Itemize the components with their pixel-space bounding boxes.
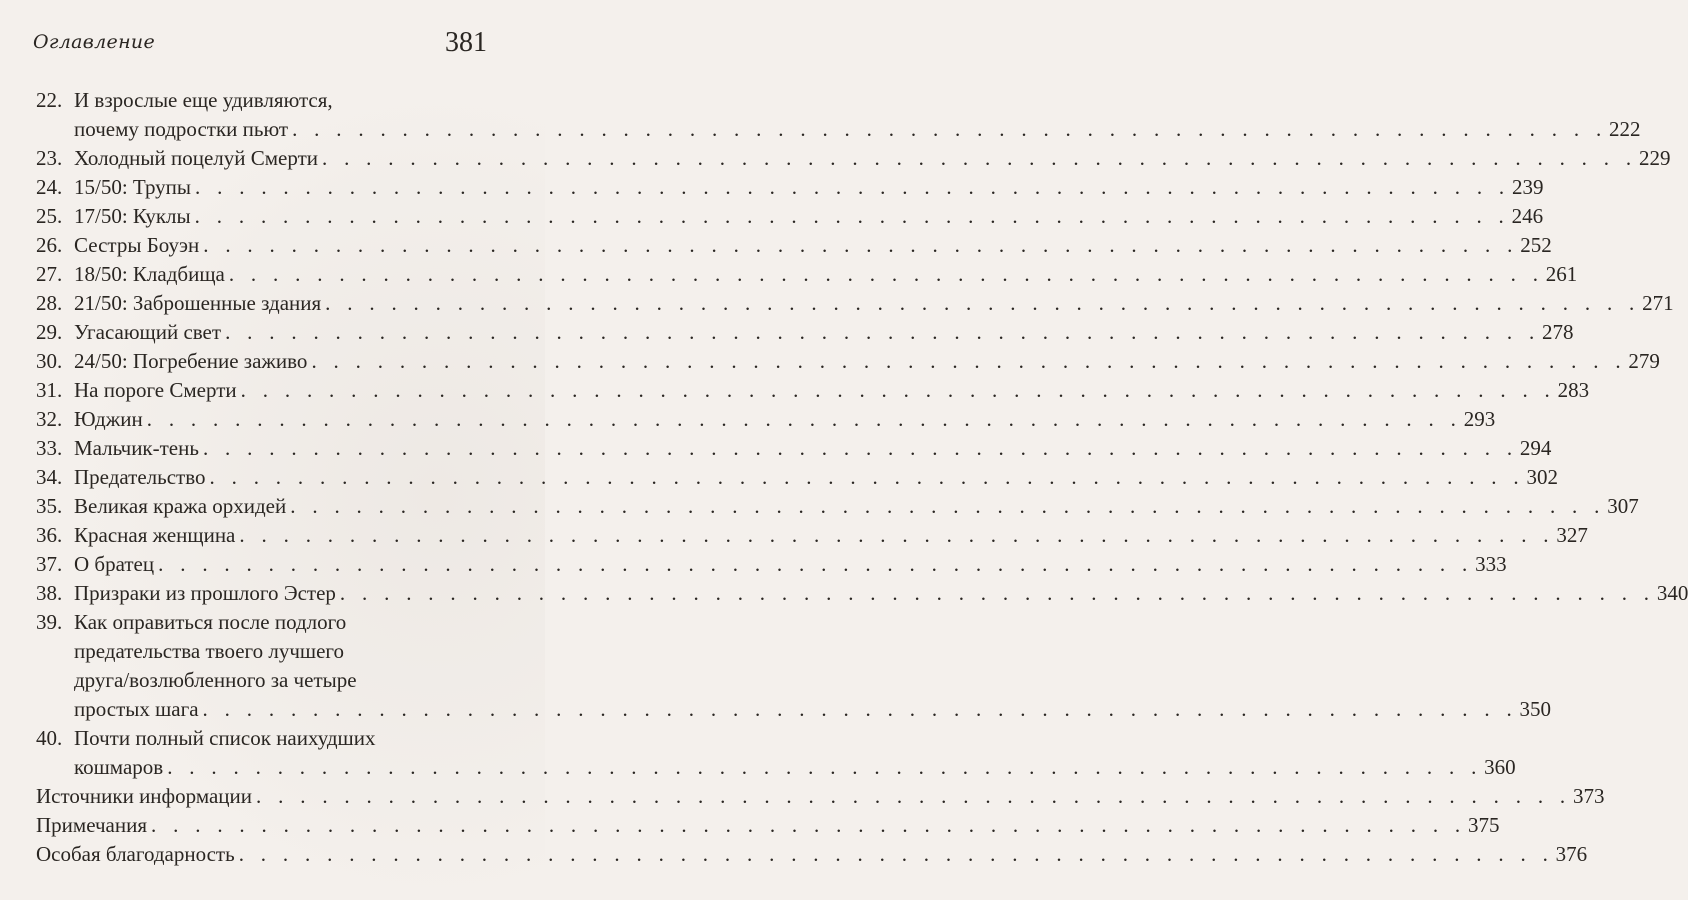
toc-line <box>36 347 1660 376</box>
toc-entry-title: Предательство <box>74 465 206 489</box>
toc-line <box>36 318 1574 347</box>
dot-leader: . . . . . . . . . . . . . . . . . . . . . . . . . . . . . . . . . . . . . . . . . . . . . . . . . . . . . . . . . . . . <box>321 146 1637 170</box>
toc-line <box>36 405 1496 434</box>
toc-page-number: 279 <box>1628 349 1660 373</box>
toc-entry-title: Красная женщина <box>74 523 236 547</box>
toc-entry-title: почему подростки пьют <box>74 117 289 141</box>
dot-leader: . . . . . . . . . . . . . . . . . . . . . . . . . . . . . . . . . . . . . . . . . . . . . . . . . . . . . . . . . . . . <box>194 204 1510 228</box>
toc-entry-title: друга/возлюбленного за четыре <box>74 668 357 692</box>
toc-entry-number: 39. <box>36 610 63 634</box>
toc-entry-title: простых шага <box>74 697 199 721</box>
dot-leader: . . . . . . . . . . . . . . . . . . . . . . . . . . . . . . . . . . . . . . . . . . . . . . . . . . . . . . . . . . . . <box>202 436 1518 460</box>
toc-entry-title: Сестры Боуэн <box>74 233 200 257</box>
toc-page-number: 246 <box>1511 204 1544 228</box>
dot-leader: . . . . . . . . . . . . . . . . . . . . . . . . . . . . . . . . . . . . . . . . . . . . . . . . . . . . . . . . . . . . <box>325 291 1641 315</box>
toc-line <box>36 289 1674 318</box>
page-number: 381 <box>445 27 487 58</box>
toc-line <box>36 463 1558 492</box>
dot-leader: . . . . . . . . . . . . . . . . . . . . . . . . . . . . . . . . . . . . . . . . . . . . . . . . . . . . . . . . . . . . <box>339 581 1655 605</box>
toc-page-number: 229 <box>1638 146 1671 170</box>
toc-entry <box>36 202 1544 231</box>
toc-page-number: 302 <box>1526 465 1558 489</box>
toc-entry-title: 18/50: Кладбища <box>74 262 225 286</box>
toc-entry-number: 27. <box>36 262 63 286</box>
toc-entry-title: Как оправиться после подлого <box>74 610 347 634</box>
toc-entry <box>36 521 1588 550</box>
toc-page-number: 376 <box>1555 842 1588 866</box>
toc-entry-title: Источники информации <box>36 784 253 808</box>
toc-line <box>36 550 1507 579</box>
toc-line <box>36 840 1588 869</box>
toc-page-number: 327 <box>1556 523 1588 547</box>
toc-page-number: 340 <box>1656 581 1688 605</box>
toc-entry <box>36 86 1641 144</box>
toc-entry-number: 23. <box>36 146 63 170</box>
toc-entry <box>36 144 1671 173</box>
toc-entry-number: 31. <box>36 378 63 402</box>
toc-entry <box>36 782 1605 811</box>
toc-line <box>36 521 1588 550</box>
toc-entry-number: 40. <box>36 726 63 750</box>
toc-page-number: 294 <box>1519 436 1552 460</box>
toc-entry-title: Холодный поцелуй Смерти <box>74 146 318 170</box>
toc-entry <box>36 811 1500 840</box>
toc-entry <box>36 492 1639 521</box>
toc-line <box>36 637 486 666</box>
toc-page-number: 278 <box>1542 320 1574 344</box>
running-title: Оглавление <box>33 31 156 53</box>
toc-entry <box>36 550 1507 579</box>
toc-line <box>36 115 1641 144</box>
dot-leader: . . . . . . . . . . . . . . . . . . . . . . . . . . . . . . . . . . . . . . . . . . . . . . . . . . . . . . . . . . . . <box>195 175 1510 199</box>
toc-entry-title: На пороге Смерти <box>74 378 237 402</box>
toc-entry-title: Почти полный список наихудших <box>74 726 376 750</box>
toc-page-number: 271 <box>1642 291 1674 315</box>
toc-entry <box>36 579 1688 608</box>
dot-leader: . . . . . . . . . . . . . . . . . . . . . . . . . . . . . . . . . . . . . . . . . . . . . . . . . . . . . . . . . . . . <box>238 842 1554 866</box>
dot-leader: . . . . . . . . . . . . . . . . . . . . . . . . . . . . . . . . . . . . . . . . . . . . . . . . . . . . . . . . . . . . <box>240 378 1556 402</box>
toc-entry-number: 29. <box>36 320 63 344</box>
toc-line <box>36 492 1639 521</box>
toc-page-number: 239 <box>1511 175 1544 199</box>
toc-line <box>36 434 1552 463</box>
toc-entry <box>36 608 1551 724</box>
toc-line <box>36 753 1516 782</box>
toc-line <box>36 579 1688 608</box>
toc-page-number: 252 <box>1520 233 1552 257</box>
toc-entry <box>36 376 1590 405</box>
dot-leader: . . . . . . . . . . . . . . . . . . . . . . . . . . . . . . . . . . . . . . . . . . . . . . . . . . . . . . . . . . . . <box>290 494 1606 518</box>
toc-page-number: 307 <box>1607 494 1639 518</box>
toc-page-number: 360 <box>1484 755 1516 779</box>
toc-entry-title: 17/50: Куклы <box>74 204 191 228</box>
toc-entry-number: 22. <box>36 88 63 112</box>
dot-leader: . . . . . . . . . . . . . . . . . . . . . . . . . . . . . . . . . . . . . . . . . . . . . . . . . . . . . . . . . . . . <box>311 349 1627 373</box>
toc-line <box>36 260 1578 289</box>
toc-entry-number: 25. <box>36 204 63 228</box>
dot-leader: . . . . . . . . . . . . . . . . . . . . . . . . . . . . . . . . . . . . . . . . . . . . . . . . . . . . . . . . . . . . <box>146 407 1462 431</box>
toc-entry-number: 30. <box>36 349 63 373</box>
toc-line <box>36 608 486 637</box>
dot-leader: . . . . . . . . . . . . . . . . . . . . . . . . . . . . . . . . . . . . . . . . . . . . . . . . . . . . . . . . . . . . <box>151 813 1466 837</box>
toc-entry-title: Мальчик-тень <box>74 436 199 460</box>
dot-leader: . . . . . . . . . . . . . . . . . . . . . . . . . . . . . . . . . . . . . . . . . . . . . . . . . . . . . . . . . . . . <box>256 784 1571 808</box>
toc-line <box>36 724 486 753</box>
toc-entry-number: 38. <box>36 581 63 605</box>
toc-line <box>36 811 1500 840</box>
toc-entry-number: 34. <box>36 465 63 489</box>
toc-entry <box>36 434 1552 463</box>
table-of-contents <box>36 86 1688 869</box>
toc-entry-number: 36. <box>36 523 63 547</box>
dot-leader: . . . . . . . . . . . . . . . . . . . . . . . . . . . . . . . . . . . . . . . . . . . . . . . . . . . . . . . . . . . . <box>228 262 1544 286</box>
toc-page-number: 283 <box>1557 378 1590 402</box>
toc-entry <box>36 463 1558 492</box>
toc-entry-title: О братец <box>74 552 155 576</box>
toc-line <box>36 202 1544 231</box>
toc-line <box>36 86 486 115</box>
toc-entry-title: 21/50: Заброшенные здания <box>74 291 322 315</box>
dot-leader: . . . . . . . . . . . . . . . . . . . . . . . . . . . . . . . . . . . . . . . . . . . . . . . . . . . . . . . . . . . . <box>239 523 1555 547</box>
toc-line <box>36 666 486 695</box>
toc-entry <box>36 231 1552 260</box>
toc-page-number: 261 <box>1545 262 1578 286</box>
toc-line <box>36 144 1671 173</box>
dot-leader: . . . . . . . . . . . . . . . . . . . . . . . . . . . . . . . . . . . . . . . . . . . . . . . . . . . . . . . . . . . . <box>225 320 1541 344</box>
toc-entry <box>36 173 1544 202</box>
dot-leader: . . . . . . . . . . . . . . . . . . . . . . . . . . . . . . . . . . . . . . . . . . . . . . . . . . . . . . . . . . . . <box>158 552 1474 576</box>
toc-entry-title: кошмаров <box>74 755 164 779</box>
toc-entry-title: Великая кража орхидей <box>74 494 287 518</box>
toc-entry-title: 24/50: Погребение заживо <box>74 349 308 373</box>
toc-entry-title: Призраки из прошлого Эстер <box>74 581 336 605</box>
toc-entry-title: предательства твоего лучшего <box>74 639 344 663</box>
toc-entry-title: Примечания <box>36 813 148 837</box>
toc-entry <box>36 289 1674 318</box>
toc-entry-number: 24. <box>36 175 63 199</box>
toc-entry <box>36 840 1588 869</box>
toc-entry <box>36 318 1574 347</box>
toc-entry-title: Особая благодарность <box>36 842 235 866</box>
toc-entry-number: 33. <box>36 436 63 460</box>
toc-entry-number: 26. <box>36 233 63 257</box>
toc-page-number: 222 <box>1609 117 1641 141</box>
toc-entry-title: И взрослые еще удивляются, <box>74 88 333 112</box>
toc-entry-title: Угасающий свет <box>74 320 222 344</box>
toc-page-number: 375 <box>1467 813 1500 837</box>
toc-page-number: 373 <box>1572 784 1605 808</box>
toc-line <box>36 376 1590 405</box>
toc-entry <box>36 724 1516 782</box>
toc-page-number: 333 <box>1475 552 1507 576</box>
toc-entry-title: 15/50: Трупы <box>74 175 192 199</box>
toc-line <box>36 695 1551 724</box>
toc-entry <box>36 260 1578 289</box>
dot-leader: . . . . . . . . . . . . . . . . . . . . . . . . . . . . . . . . . . . . . . . . . . . . . . . . . . . . . . . . . . . . <box>292 117 1608 141</box>
dot-leader: . . . . . . . . . . . . . . . . . . . . . . . . . . . . . . . . . . . . . . . . . . . . . . . . . . . . . . . . . . . . <box>203 233 1519 257</box>
toc-entry <box>36 405 1496 434</box>
dot-leader: . . . . . . . . . . . . . . . . . . . . . . . . . . . . . . . . . . . . . . . . . . . . . . . . . . . . . . . . . . . . <box>202 697 1518 721</box>
toc-line <box>36 231 1552 260</box>
toc-entry <box>36 347 1660 376</box>
toc-entry-number: 35. <box>36 494 63 518</box>
toc-line <box>36 782 1605 811</box>
toc-entry-number: 37. <box>36 552 63 576</box>
toc-page-number: 293 <box>1463 407 1496 431</box>
dot-leader: . . . . . . . . . . . . . . . . . . . . . . . . . . . . . . . . . . . . . . . . . . . . . . . . . . . . . . . . . . . . <box>167 755 1483 779</box>
toc-page-number: 350 <box>1519 697 1551 721</box>
toc-entry-title: Юджин <box>74 407 143 431</box>
toc-entry-number: 28. <box>36 291 63 315</box>
toc-line <box>36 173 1544 202</box>
toc-entry-number: 32. <box>36 407 63 431</box>
dot-leader: . . . . . . . . . . . . . . . . . . . . . . . . . . . . . . . . . . . . . . . . . . . . . . . . . . . . . . . . . . . . <box>209 465 1525 489</box>
